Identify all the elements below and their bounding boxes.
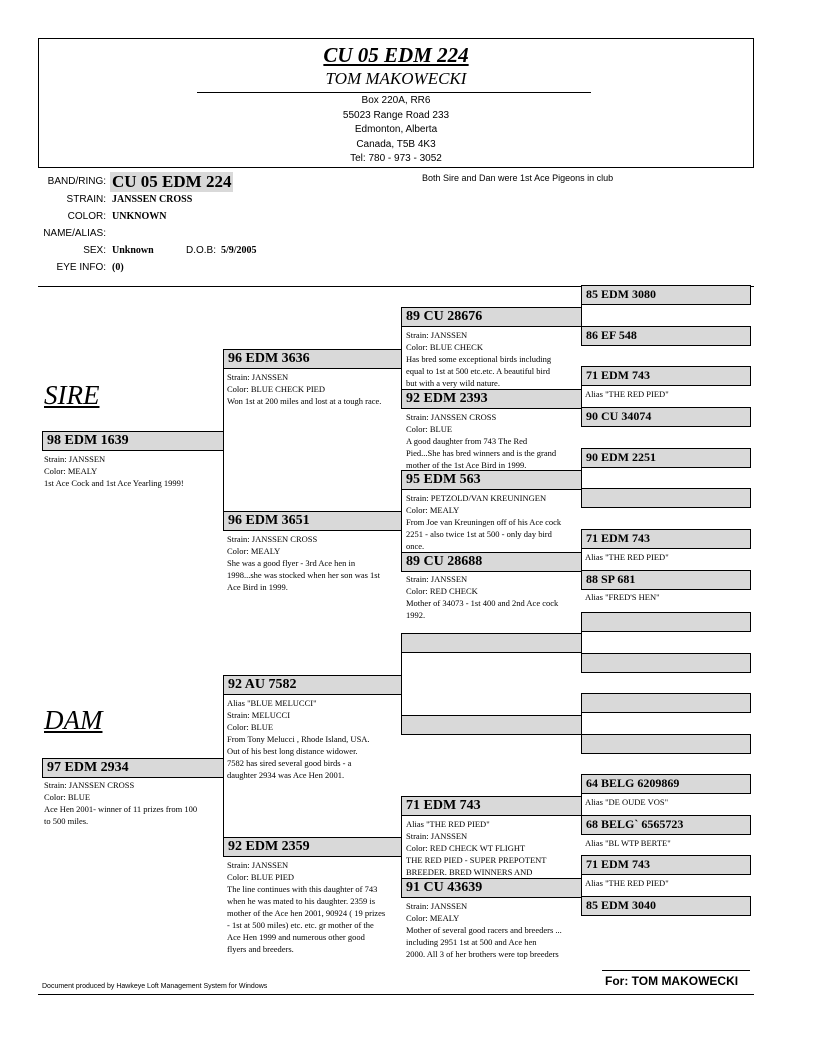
- info-line: Color: BLUE: [406, 424, 453, 434]
- info-line: mother of the Ace hen 2001, 90924 ( 19 prizes: [227, 908, 386, 918]
- gen4-alias: Alias "FRED'S HEN": [585, 592, 660, 602]
- gen3-band-box-empty: [401, 715, 582, 735]
- dam-band-box: 97 EDM 2934: [42, 758, 224, 778]
- strain-value: JANSSEN CROSS: [112, 194, 193, 205]
- info-line: equal to 1st at 500 etc.etc. A beautiful bird: [406, 366, 550, 376]
- info-line: Strain: JANSSEN: [406, 574, 468, 584]
- info-line: Color: BLUE: [227, 722, 274, 732]
- gen2-band-box: 92 EDM 2359: [223, 837, 402, 857]
- info-line: Color: MEALY: [406, 913, 460, 923]
- info-line: Color: MEALY: [406, 505, 460, 515]
- info-line: Strain: JANSSEN CROSS: [406, 412, 497, 422]
- header-address: [39, 94, 753, 167]
- gen4-band-box: 88 SP 681: [581, 570, 751, 590]
- gen4-band-box: 85 EDM 3040: [581, 896, 751, 916]
- info-line: Mother of several good racers and breeders ...: [406, 925, 562, 935]
- gen2-band-box: 92 AU 7582: [223, 675, 402, 695]
- info-line: Color: BLUE: [44, 792, 91, 802]
- info-line: to 500 miles.: [44, 816, 89, 826]
- remark: Both Sire and Dan were 1st Ace Pigeons in club: [422, 173, 614, 183]
- eye-info-value: (0): [112, 262, 124, 273]
- info-line: Alias "BLUE MELUCCI": [227, 698, 317, 708]
- gen2-info: [227, 533, 403, 593]
- gen3-info: [406, 329, 582, 389]
- info-line: Alias "THE RED PIED": [406, 819, 490, 829]
- info-line: once.: [406, 541, 425, 551]
- gen4-band-box-empty: [581, 734, 751, 754]
- dam-info: [44, 779, 222, 827]
- gen4-band-box: 71 EDM 743: [581, 366, 751, 386]
- gen3-band-box: 71 EDM 743: [401, 796, 582, 816]
- info-line: daughter 2934 was Ace Hen 2001.: [227, 770, 345, 780]
- gen4-band-box: 85 EDM 3080: [581, 285, 751, 305]
- gen4-band-box: 90 EDM 2251: [581, 448, 751, 468]
- sire-band-box: 98 EDM 1639: [42, 431, 224, 451]
- gen3-info: [406, 900, 582, 960]
- info-line: Out of his best long distance widower.: [227, 746, 358, 756]
- footer-signature-rule: [602, 970, 750, 971]
- info-line: - 1st at 500 miles) etc. etc. gr mother of the: [227, 920, 374, 930]
- gen2-band-box: 96 EDM 3651: [223, 511, 402, 531]
- info-line: Strain: PETZOLD/VAN KREUNINGEN: [406, 493, 547, 503]
- info-line: Won 1st at 200 miles and lost at a tough race.: [227, 396, 382, 406]
- info-line: 2251 - also twice 1st at 500 - only day bird: [406, 529, 552, 539]
- address-line: Edmonton, Alberta: [354, 124, 438, 135]
- info-line: A good daughter from 743 The Red: [406, 436, 528, 446]
- info-line: Strain: JANSSEN CROSS: [227, 534, 318, 544]
- info-line: Strain: JANSSEN: [227, 372, 289, 382]
- gen4-band-box: 64 BELG 6209869: [581, 774, 751, 794]
- gen4-alias: Alias "DE OUDE VOS": [585, 797, 669, 807]
- info-line: From Tony Melucci , Rhode Island, USA.: [227, 734, 370, 744]
- gen4-band-box: 71 EDM 743: [581, 855, 751, 875]
- info-line: Has bred some exceptional birds including: [406, 354, 552, 364]
- info-line: Pied...She has bred winners and is the grand: [406, 448, 557, 458]
- gen4-band-box: 86 EF 548: [581, 326, 751, 346]
- gen4-alias: Alias "BL WTP BERTE": [585, 838, 671, 848]
- gen2-band-box: 96 EDM 3636: [223, 349, 402, 369]
- info-line: but with a very wild nature.: [406, 378, 500, 388]
- gen3-band-box: 91 CU 43639: [401, 878, 582, 898]
- info-line: Strain: JANSSEN: [227, 860, 289, 870]
- gen3-band-box: 89 CU 28688: [401, 552, 582, 572]
- gen3-info: [406, 411, 582, 471]
- info-line: flyers and breeders.: [227, 944, 294, 954]
- gen3-band-box-empty: [401, 633, 582, 653]
- dob-value: 5/9/2005: [221, 245, 257, 256]
- gen3-band-box: 92 EDM 2393: [401, 389, 582, 409]
- color-value: UNKNOWN: [112, 211, 167, 222]
- info-line: 1998...she was stocked when her son was 1st: [227, 570, 380, 580]
- color-label: COLOR:: [67, 211, 106, 222]
- info-line: Ace Hen 1999 and numerous other good: [227, 932, 365, 942]
- gen4-band-box: 71 EDM 743: [581, 529, 751, 549]
- info-line: 2000. All 3 of her brothers were top breeders: [406, 949, 559, 959]
- gen4-alias: Alias "THE RED PIED": [585, 389, 669, 399]
- sire-label: SIRE: [44, 380, 100, 410]
- info-line: BREEDER. BRED WINNERS AND: [406, 867, 533, 876]
- info-line: Color: MEALY: [227, 546, 281, 556]
- info-line: Color: BLUE CHECK: [406, 342, 483, 352]
- address-line: Tel: 780 - 973 - 3052: [350, 153, 442, 164]
- gen3-band-box: 89 CU 28676: [401, 307, 582, 327]
- gen3-info: [406, 573, 582, 621]
- info-line: Strain: MELUCCI: [227, 710, 291, 720]
- info-line: Color: RED CHECK WT FLIGHT: [406, 843, 526, 853]
- info-line: Color: BLUE CHECK PIED: [227, 384, 325, 394]
- sex-value: Unknown: [112, 245, 154, 256]
- info-line: Strain: JANSSEN: [44, 454, 106, 464]
- footer-for-owner: For: TOM MAKOWECKI: [605, 974, 739, 988]
- info-line: including 2951 1st at 500 and Ace hen: [406, 937, 537, 947]
- info-line: when he was mated to his daughter. 2359 is: [227, 896, 376, 906]
- gen4-band-box-empty: [581, 612, 751, 632]
- eye-info-label: EYE INFO:: [56, 262, 106, 273]
- info-line: Ace Bird in 1999.: [227, 582, 288, 592]
- info-line: Strain: JANSSEN: [406, 901, 468, 911]
- gen4-band-box-empty: [581, 488, 751, 508]
- info-line: Strain: JANSSEN: [406, 831, 468, 841]
- gen2-info: [227, 859, 403, 955]
- gen4-band-box-empty: [581, 693, 751, 713]
- info-line: Ace Hen 2001- winner of 11 prizes from 100: [44, 804, 198, 814]
- info-line: 1st Ace Cock and 1st Ace Yearling 1999!: [44, 478, 184, 488]
- info-line: Strain: JANSSEN: [406, 330, 468, 340]
- address-line: 55023 Range Road 233: [342, 109, 450, 121]
- gen3-info: [406, 818, 582, 876]
- info-line: 1992.: [406, 610, 426, 620]
- info-line: 7582 has sired several good birds - a: [227, 758, 352, 768]
- bottom-rule: [38, 994, 754, 995]
- header-box: [38, 38, 754, 168]
- info-line: She was a good flyer - 3rd Ace hen in: [227, 558, 356, 568]
- gen4-alias: Alias "THE RED PIED": [585, 878, 669, 888]
- gen2-info: [227, 371, 403, 407]
- band-label: BAND/RING:: [47, 176, 106, 187]
- info-line: Color: BLUE PIED: [227, 872, 295, 882]
- info-line: THE RED PIED - SUPER PREPOTENT: [406, 855, 547, 865]
- dob-label: D.O.B:: [186, 245, 217, 256]
- info-line: Strain: JANSSEN CROSS: [44, 780, 135, 790]
- gen4-band-box: 68 BELG` 6565723: [581, 815, 751, 835]
- footer-credit: Document produced by Hawkeye Loft Management System for Windows: [42, 983, 268, 990]
- address-line: Canada, T5B 4K3: [356, 138, 436, 150]
- info-line: From Joe van Kreuningen off of his Ace cock: [406, 517, 562, 527]
- strain-label: STRAIN:: [66, 194, 106, 205]
- sire-info: [44, 453, 222, 489]
- sex-label: SEX:: [83, 245, 106, 256]
- gen3-info: [406, 492, 582, 552]
- info-line: Color: MEALY: [44, 466, 98, 476]
- header-band: CU 05 EDM 224: [323, 43, 469, 67]
- band-value: CU 05 EDM 224: [112, 172, 232, 191]
- info-line: mother of the 1st Ace Bird in 1999.: [406, 460, 527, 470]
- gen4-band-box: 90 CU 34074: [581, 407, 751, 427]
- address-line: Box 220A, RR6: [361, 95, 431, 106]
- gen4-band-box-empty: [581, 653, 751, 673]
- info-line: Color: RED CHECK: [406, 586, 478, 596]
- dam-label: DAM: [44, 705, 103, 735]
- gen3-band-box: 95 EDM 563: [401, 470, 582, 490]
- info-line: The line continues with this daughter of 743: [227, 884, 378, 894]
- info-line: Mother of 34073 - 1st 400 and 2nd Ace cock: [406, 598, 559, 608]
- name-alias-label: NAME/ALIAS:: [43, 228, 106, 239]
- header-rule: [197, 92, 591, 93]
- gen4-alias: Alias "THE RED PIED": [585, 552, 669, 562]
- header-owner: TOM MAKOWECKI: [325, 69, 467, 88]
- gen2-info: [227, 697, 403, 781]
